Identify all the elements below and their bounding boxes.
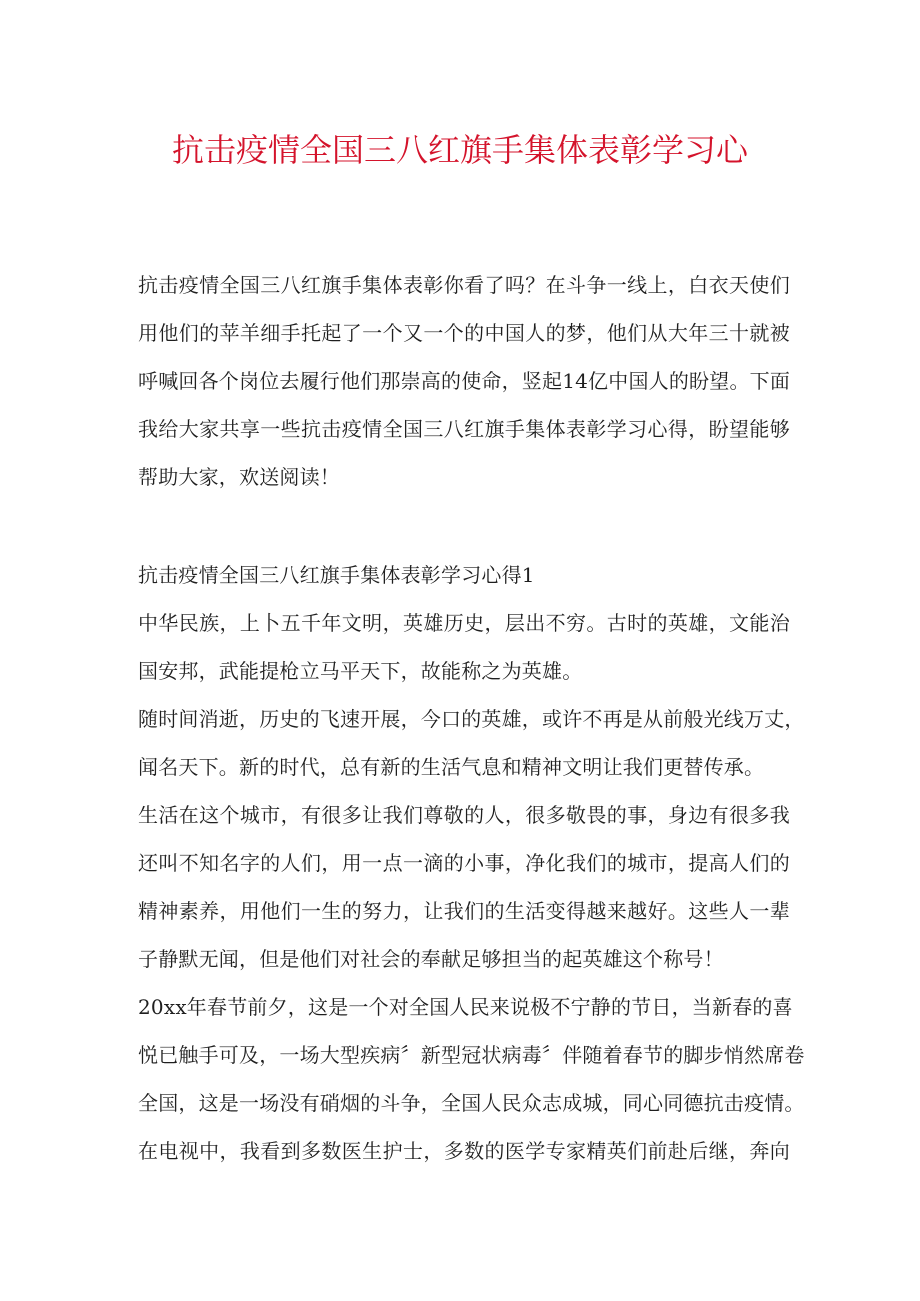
body-line: 闻名天下。新的时代，总有新的生活气息和精神文明让我们更替传承。	[138, 755, 765, 779]
body-line: 生活在这个城市，有很多让我们尊敬的人，很多敬畏的事，身边有很多我	[138, 803, 790, 827]
paragraph	[138, 791, 790, 983]
body-line: 在电视中，我看到多数医生护士，多数的医学专家精英们前赴后继，奔向	[138, 1139, 790, 1163]
body-line: 悦已触手可及，一场大型疾病〞新型冠状病毒〞伴随着春节的脚步悄然席卷	[138, 1043, 805, 1067]
section-heading: 抗击疫情全国三八红旗手集体表彰学习心得1	[138, 563, 535, 587]
document-title: 抗击疫情全国三八红旗手集体表彰学习心	[171, 131, 748, 169]
paragraph	[138, 599, 790, 695]
intro-line: 我给大家共享一些抗击疫情全国三八红旗手集体表彰学习心得，盼望能够	[138, 417, 790, 441]
body-line: 精神素养，用他们一生的努力，让我们的生活变得越来越好。这些人一辈	[138, 899, 790, 923]
paragraph	[138, 983, 805, 1175]
body-line: 中华民族，上卜五千年文明，英雄历史，层出不穷。古时的英雄，文能治	[138, 611, 790, 635]
body-line: 还叫不知名字的人们，用一点一滴的小事，净化我们的城市，提高人们的	[138, 851, 790, 875]
body-line: 随时间消逝，历史的飞速开展，今口的英雄，或许不再是从前般光线万丈，	[138, 707, 805, 731]
body-line: 全国，这是一场没有硝烟的斗争，全国人民众志成城，同心同德抗击疫情。	[138, 1091, 805, 1115]
intro-paragraph	[138, 261, 790, 501]
document-body	[138, 261, 805, 1175]
body-line: 子静默无闻，但是他们对社会的奉献足够担当的起英雄这个称号！	[138, 947, 724, 971]
intro-line: 用他们的苹羊细手托起了一个又一个的中国人的梦，他们从大年三十就被	[138, 321, 790, 345]
paragraph	[138, 695, 805, 791]
intro-line: 抗击疫情全国三八红旗手集体表彰你看了吗？在斗争一线上，白衣天使们	[138, 273, 790, 297]
paragraph-spacer	[138, 501, 790, 551]
body-line: 20xx年春节前夕，这是一个对全国人民来说极不宁静的节日，当新春的喜	[138, 995, 793, 1019]
intro-line: 呼喊回各个岗位去履行他们那崇高的使命，竖起14亿中国人的盼望。下面	[138, 369, 791, 393]
body-line: 国安邦，武能提枪立马平天下，故能称之为英雄。	[138, 659, 583, 683]
intro-line: 帮助大家，欢送阅读！	[138, 465, 340, 489]
